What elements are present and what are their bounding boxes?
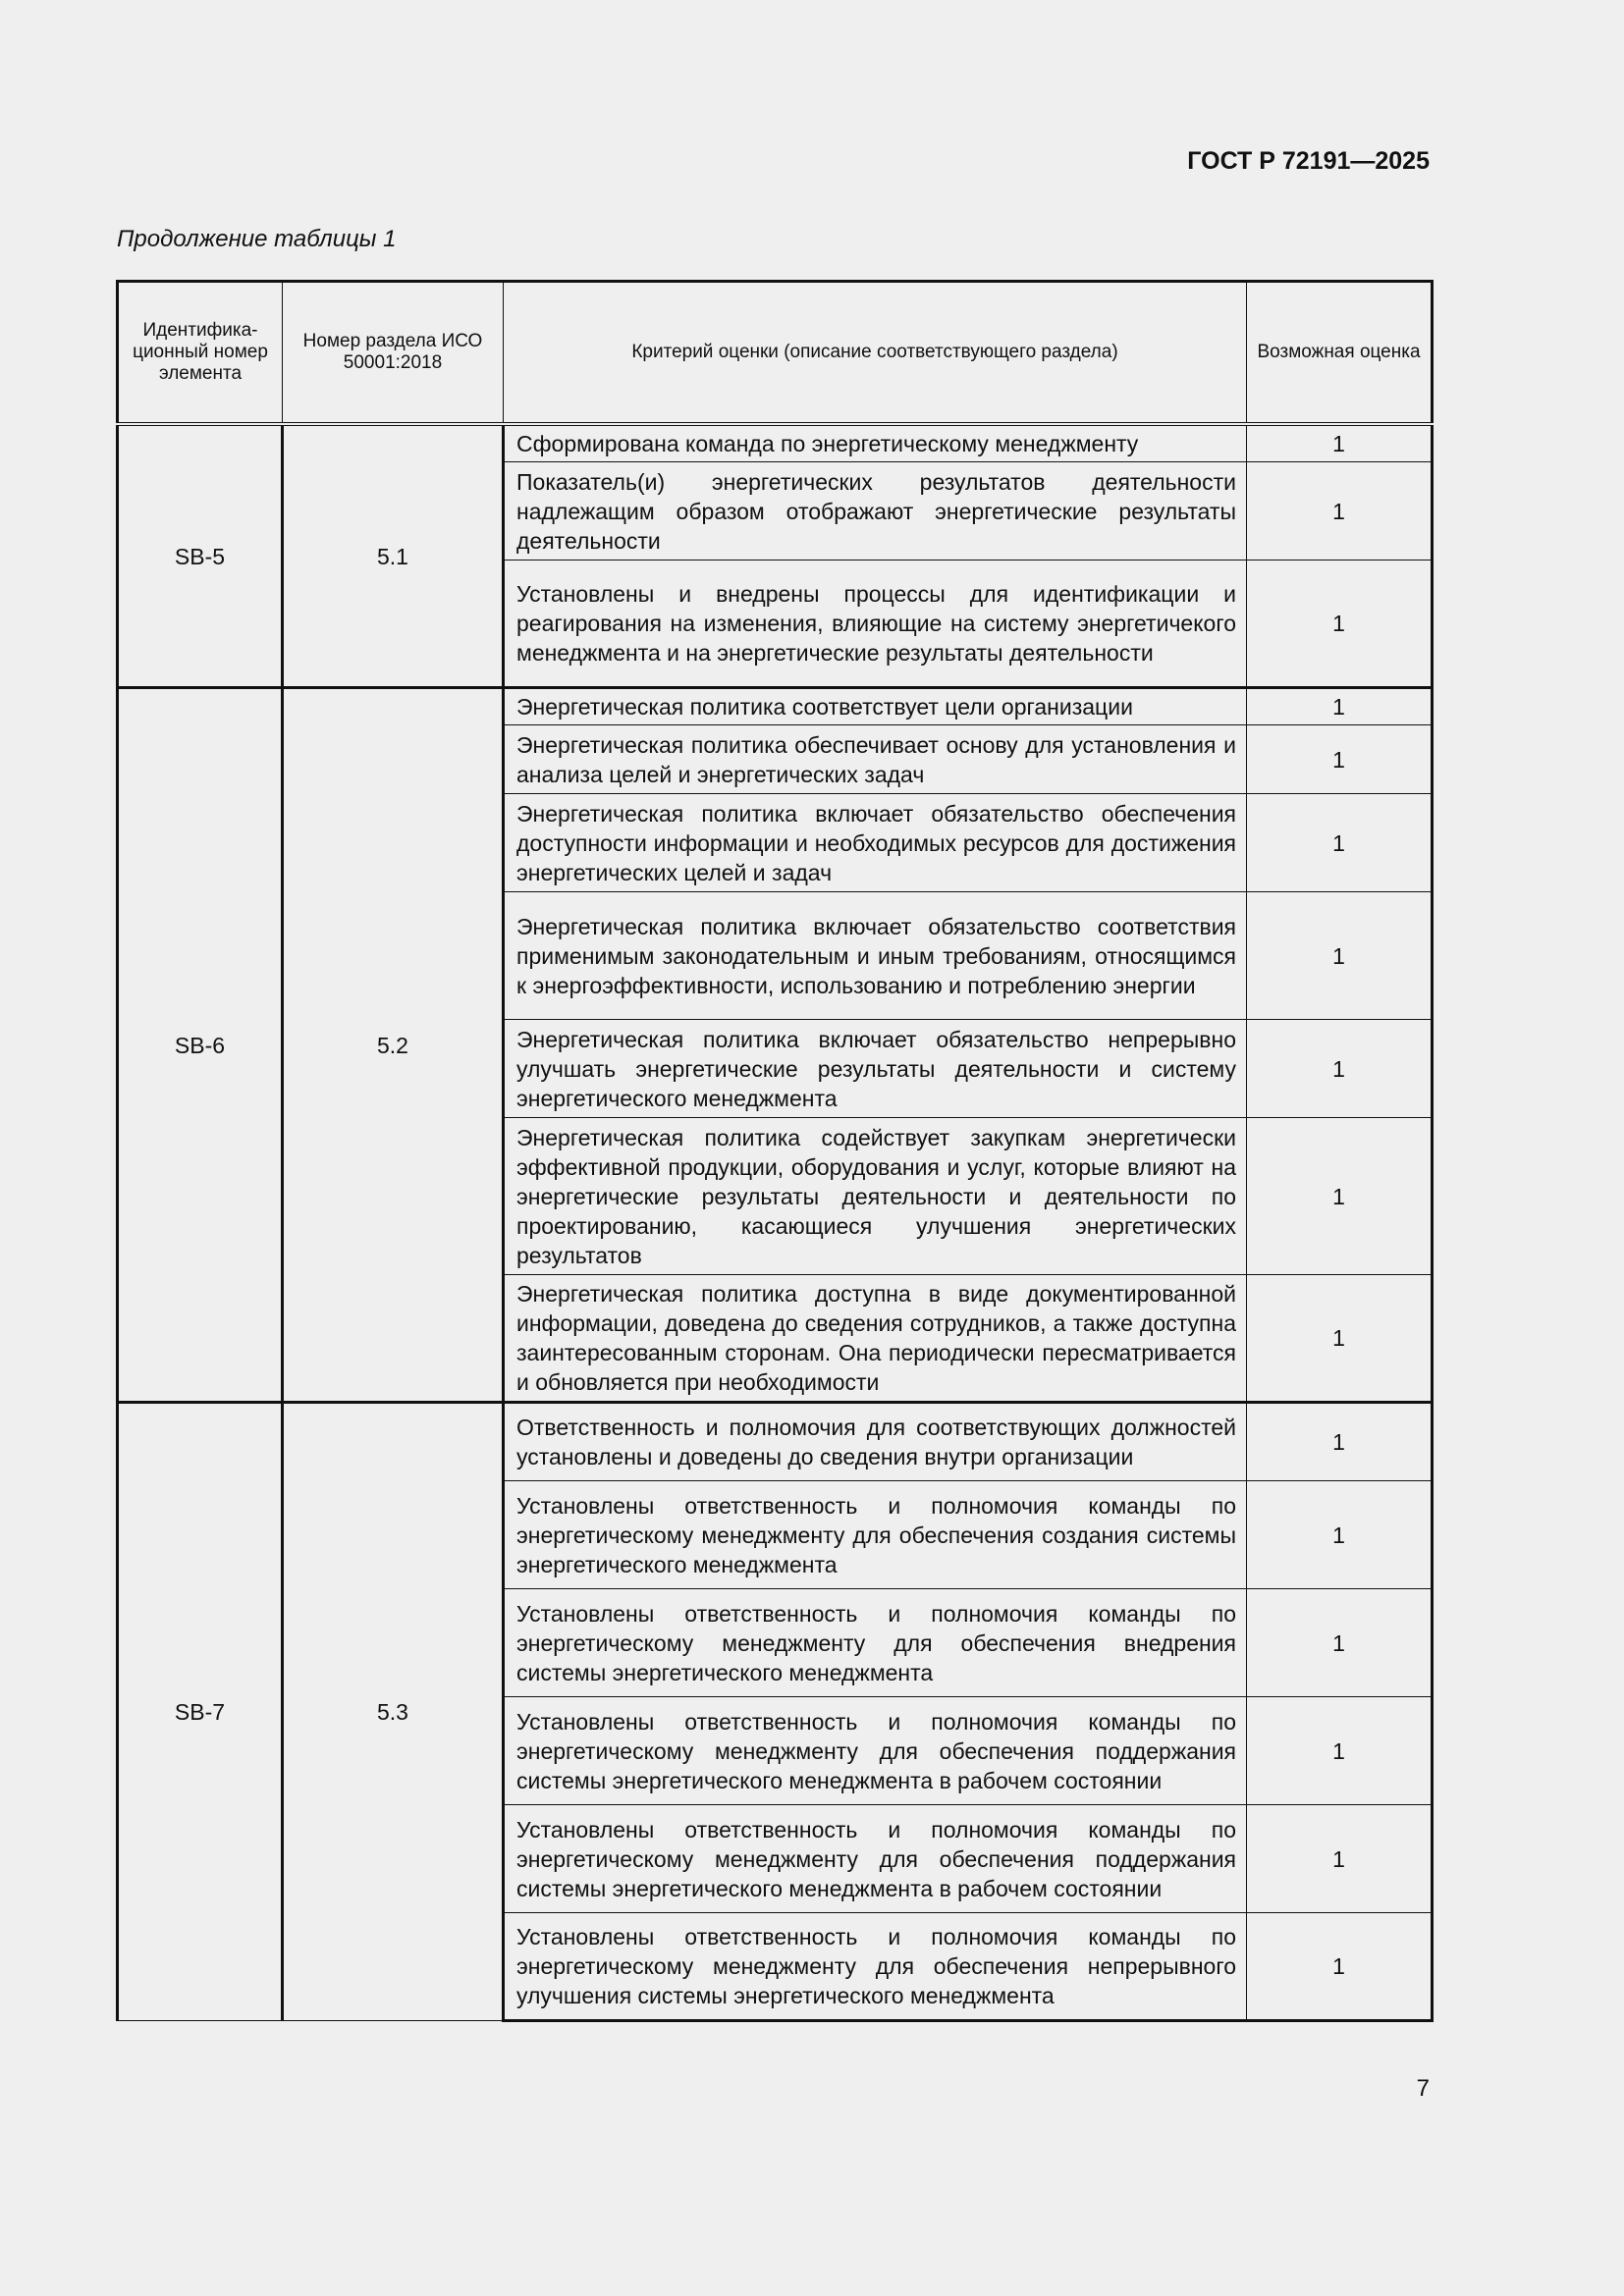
criterion-cell: Установлены ответственность и полномочия команды по энергетическому менеджменту для обеспечения поддержания системы энергетического менеджмента в рабочем состоянии [504,1697,1247,1805]
page-number: 7 [1416,2075,1430,2102]
section-number-cell: 5.3 [283,1403,504,2021]
criterion-cell: Энергетическая политика доступна в виде документированной информации, доведена до сведения сотрудников, а также доступна заинтересованным сторонам. Она периодически пересматривается и обновляется при необходимости [504,1275,1247,1403]
column-header-id: Идентифика-ционный номер элемента [118,282,283,425]
table-row [118,688,1433,725]
score-cell: 1 [1247,1697,1433,1805]
criterion-cell: Ответственность и полномочия для соответствующих должностей установлены и доведены до сведения внутри организации [504,1403,1247,1481]
table-row [118,1403,1433,1481]
score-cell: 1 [1247,1403,1433,1481]
table-body [118,424,1433,2021]
criterion-cell: Энергетическая политика обеспечивает основу для установления и анализа целей и энергетических задач [504,725,1247,794]
criterion-cell: Установлены ответственность и полномочия команды по энергетическому менеджменту для обеспечения внедрения системы энергетического менеджмента [504,1589,1247,1697]
assessment-table [116,280,1434,2022]
score-cell: 1 [1247,1118,1433,1275]
document-code: ГОСТ Р 72191—2025 [1187,147,1430,175]
score-cell: 1 [1247,725,1433,794]
criterion-cell: Энергетическая политика содействует закупкам энергетически эффективной продукции, оборудования и услуг, которые влияют на энергетические результаты деятельности и деятельности по проектированию, касающиеся улучшения энергетических результатов [504,1118,1247,1275]
criterion-cell: Энергетическая политика включает обязательство соответствия применимым законодательным и иным требованиям, относящимся к энергоэффективности, использованию и потреблению энергии [504,892,1247,1020]
element-id-cell: SB-5 [118,424,283,688]
column-header-section: Номер раздела ИСО 50001:2018 [283,282,504,425]
element-id-cell: SB-6 [118,688,283,1403]
column-header-score: Возможная оценка [1247,282,1433,425]
table-row [118,424,1433,462]
score-cell: 1 [1247,1020,1433,1118]
criterion-cell: Установлены ответственность и полномочия команды по энергетическому менеджменту для обеспечения непрерывного улучшения системы энергетического менеджмента [504,1913,1247,2021]
criterion-cell: Показатель(и) энергетических результатов деятельности надлежащим образом отображают энергетические результаты деятельности [504,462,1247,561]
section-number-cell: 5.2 [283,688,504,1403]
section-number-cell: 5.1 [283,424,504,688]
table-header-row [118,282,1433,425]
table-caption: Продолжение таблицы 1 [117,226,397,252]
score-cell: 1 [1247,1275,1433,1403]
column-header-criterion: Критерий оценки (описание соответствующего раздела) [504,282,1247,425]
score-cell: 1 [1247,1805,1433,1913]
criterion-cell: Энергетическая политика соответствует цели организации [504,688,1247,725]
element-id-cell: SB-7 [118,1403,283,2021]
criterion-cell: Установлены ответственность и полномочия команды по энергетическому менеджменту для обеспечения создания системы энергетического менеджмента [504,1481,1247,1589]
score-cell: 1 [1247,688,1433,725]
criterion-cell: Установлены и внедрены процессы для идентификации и реагирования на изменения, влияющие на систему энергетичекого менеджмента и на энергетические результаты деятельности [504,561,1247,688]
criterion-cell: Сформирована команда по энергетическому менеджменту [504,424,1247,462]
score-cell: 1 [1247,462,1433,561]
score-cell: 1 [1247,1481,1433,1589]
score-cell: 1 [1247,794,1433,892]
criterion-cell: Установлены ответственность и полномочия команды по энергетическому менеджменту для обеспечения поддержания системы энергетического менеджмента в рабочем состоянии [504,1805,1247,1913]
score-cell: 1 [1247,561,1433,688]
score-cell: 1 [1247,1913,1433,2021]
score-cell: 1 [1247,892,1433,1020]
criterion-cell: Энергетическая политика включает обязательство непрерывно улучшать энергетические результаты деятельности и систему энергетического менеджмента [504,1020,1247,1118]
score-cell: 1 [1247,1589,1433,1697]
score-cell: 1 [1247,424,1433,462]
criterion-cell: Энергетическая политика включает обязательство обеспечения доступности информации и необходимых ресурсов для достижения энергетических целей и задач [504,794,1247,892]
